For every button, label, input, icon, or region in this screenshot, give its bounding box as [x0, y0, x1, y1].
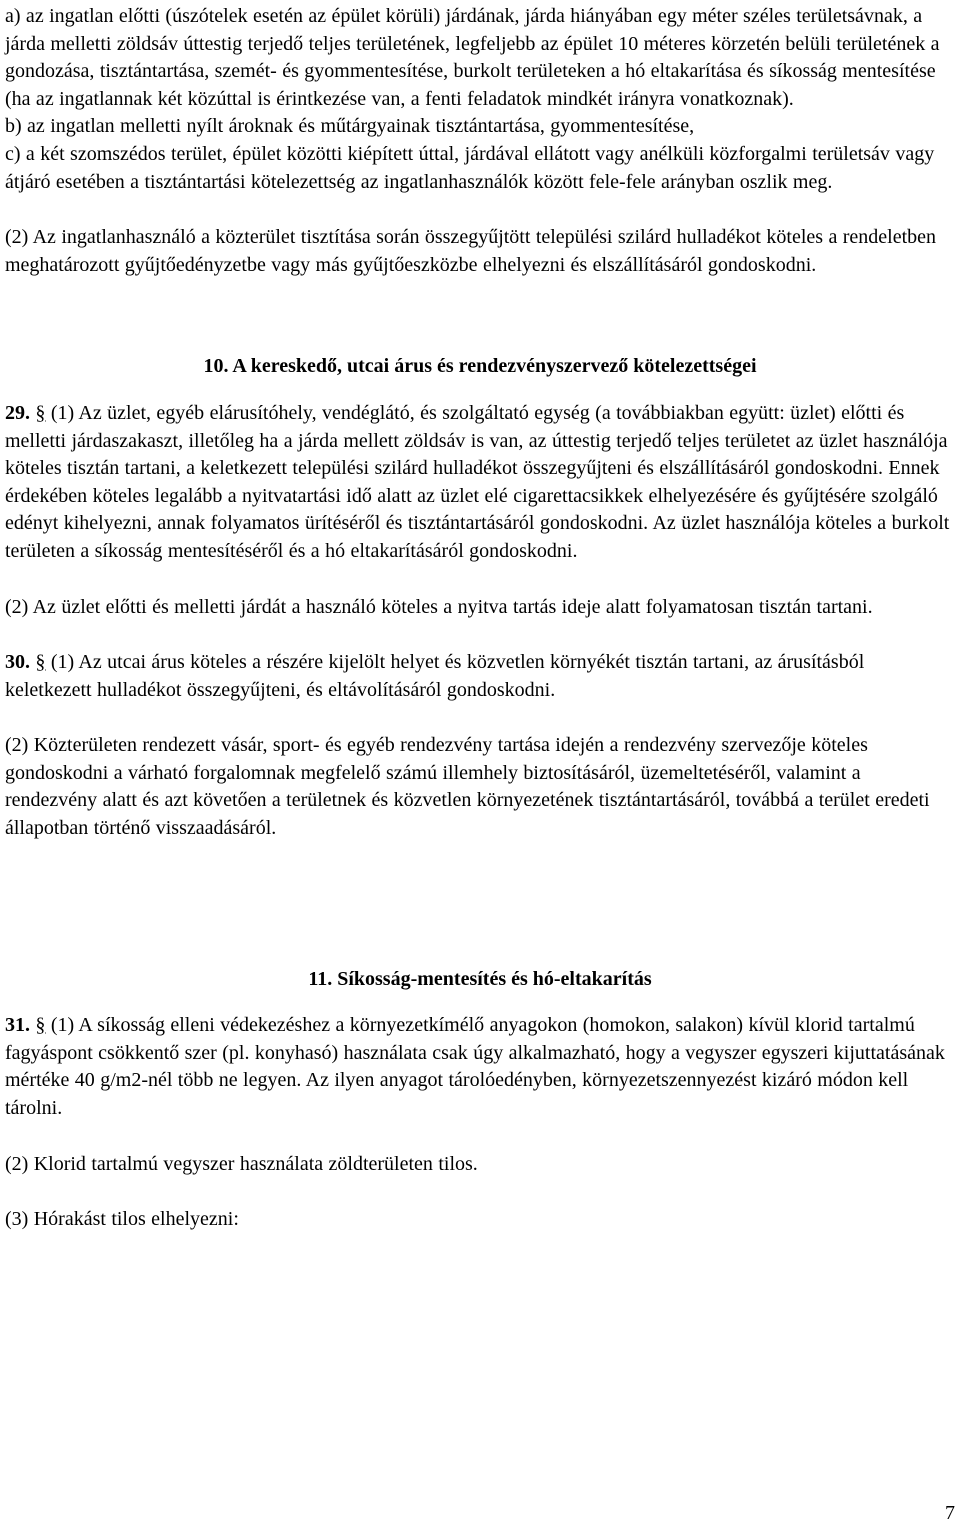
section-31-sign: §: [35, 1014, 46, 1037]
page-number: 7: [945, 1502, 955, 1524]
spacer: [5, 279, 955, 353]
section-31-number: 31.: [5, 1014, 30, 1037]
section-heading-11: 11. Síkosság-mentesítés és hó-eltakarítás: [308, 967, 652, 990]
section-30-paragraph-2: (2) Közterületen rendezett vásár, sport- és egyéb rendezvény tartása idején a rendezvény szervezője köteles gondoskodni a várható forgalomnak megfelelő számú illemhely biztosításáról, üzemeltetéséről, valamint a rendezvény alatt és azt követően a területnek és közvetlen környezetének tisztántartásáról, továbbá a terület eredeti állapotban történő visszaadásáról.: [5, 734, 930, 840]
paragraph-2: (2) Az ingatlanhasználó a közterület tisztítása során összegyűjtött települési szilárd hulladékot köteles a rendeletben meghatározott gyűjtőedényzetbe vagy más gyűjtőeszközbe elhelyezni és elszállításáról gondoskodni.: [5, 226, 937, 276]
spacer: [5, 843, 955, 966]
section-31-paragraph-3: (3) Hórakást tilos elhelyezni:: [5, 1208, 239, 1231]
section-29-sign: §: [35, 401, 46, 424]
section-30-paragraph-1: [5, 649, 955, 704]
section-29-paragraph-2: (2) Az üzlet előtti és melletti járdát a használó köteles a nyitva tartás ideje alatt folyamatosan tisztán tartani.: [5, 595, 873, 618]
paragraph-b: b) az ingatlan melletti nyílt ároknak és műtárgyainak tisztántartása, gyommentesítése,: [5, 115, 695, 138]
section-29-number: 29.: [5, 401, 30, 424]
paragraph-c: c) a két szomszédos terület, épület közötti kiépített úttal, járdával ellátott vagy anélküli közforgalmi területsáv vagy átjáró esetében a tisztántartási kötelezettség az ingatlanhasználók között fele-fele arányban oszlik meg.: [5, 142, 935, 193]
section-31-paragraph-1: [5, 1012, 955, 1122]
document-page: [5, 3, 955, 1234]
section-31-text-1: (1) A síkosság elleni védekezéshez a környezetkímélő anyagokon (homokon, salakon) kívül klorid tartalmú fagyáspont csökkentő szer (pl. konyhasó) használata csak úgy alkalmazható, hogy a vegyszer egyszeri kijuttatásának mértéke 40 g/m2-nél több ne legyen. Az ilyen anyagot tárolóedényben, környezetszennyezést kizáró módon kell tárolni.: [5, 1014, 945, 1120]
section-30-number: 30.: [5, 651, 30, 674]
section-31-paragraph-2: (2) Klorid tartalmú vegyszer használata zöldterületen tilos.: [5, 1152, 478, 1175]
section-30-sign: §: [35, 651, 46, 674]
section-heading-10: 10. A kereskedő, utcai árus és rendezvényszervező kötelezettségei: [203, 355, 757, 378]
section-29-paragraph-1: [5, 400, 955, 566]
section-29-text-1: (1) Az üzlet, egyéb elárusítóhely, vendéglátó, és szolgáltató egység (a továbbiakban együtt: üzlet) előtti és melletti járdaszakaszt, illetőleg ha a járda mellett zöldsáv is van, az úttestig terjedő teljes területet az üzlet használója köteles tisztán tartani, a keletkezett települési szilárd hulladékot összegyűjteni és elszállításáról gondoskodni. Ennek érdekében köteles legalább a nyitvatartási idő alatt az üzlet elé cigarettacsikkek elhelyezésére és gyűjtésére szolgáló edényt kihelyezni, annak folyamatos ürítéséről és tisztántartásáról gondoskodni. Az üzlet használója köteles a burkolt területen a síkosság mentesítéséről és a hó eltakarításáról gondoskodni.: [5, 401, 950, 562]
section-30-text-1: (1) Az utcai árus köteles a részére kijelölt helyet és közvetlen környékét tisztán tartani, az árusításból keletkezett hulladékot összegyűjteni, és eltávolításáról gondoskodni.: [5, 651, 865, 701]
paragraph-a: a) az ingatlan előtti (úszótelek esetén az épület körüli) járdának, járda hiányában egy méter széles területsávnak, a járda melletti zöldsáv úttestig terjedő teljes területének, legfeljebb az épület 10 méteres körzetén belüli területének a gondozása, tisztántartása, szemét- és gyommentesítése, burkolt területeken a hó eltakarítása és síkosság mentesítése (ha az ingatlannak két közúttal is érintkezése van, a fenti feladatok mindkét irányra vonatkoznak).: [5, 5, 940, 110]
